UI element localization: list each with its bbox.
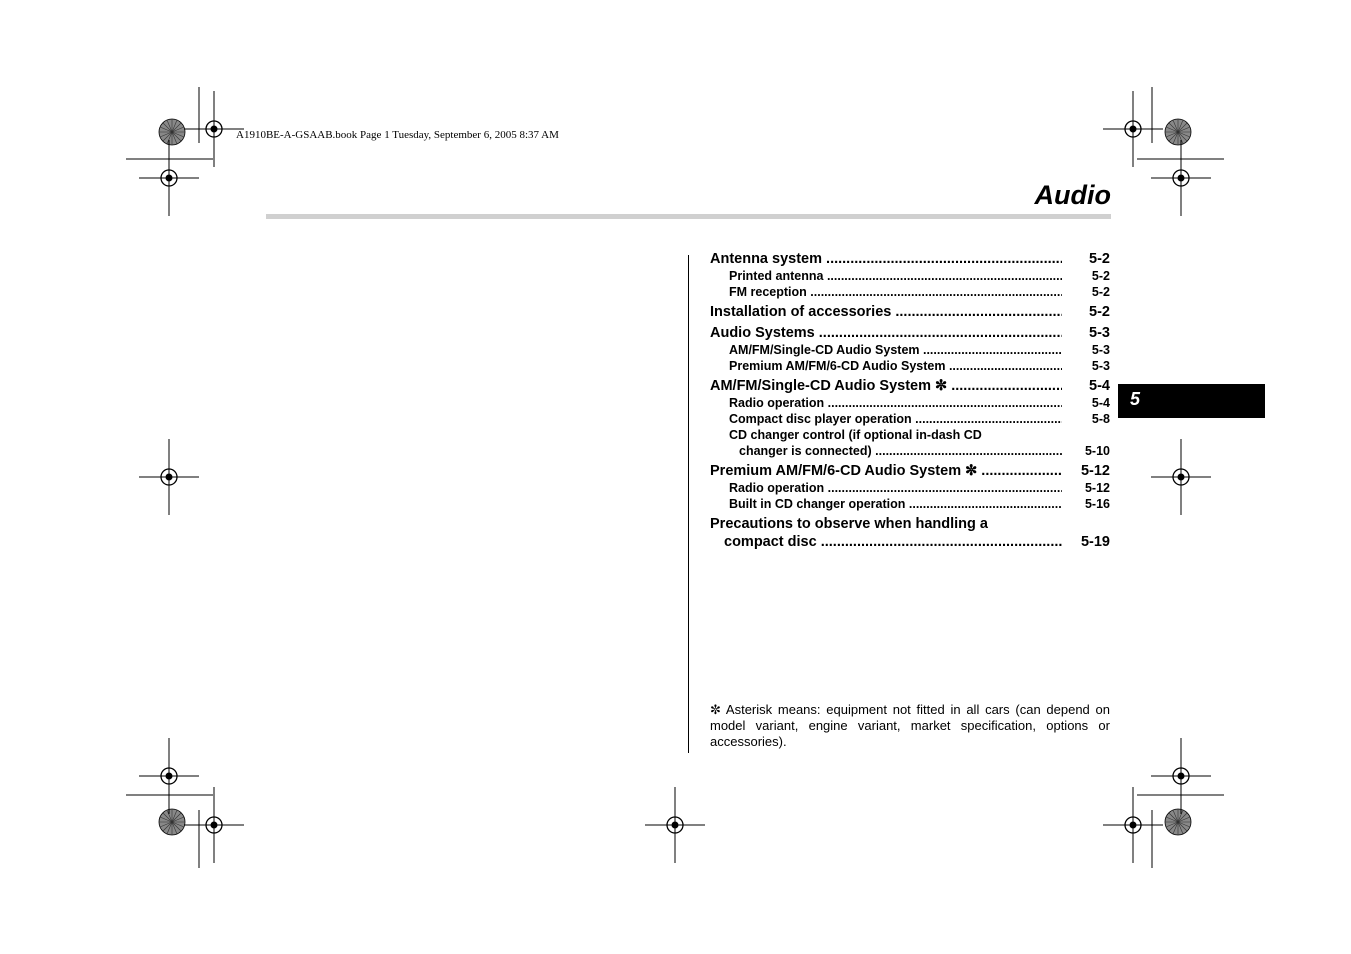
toc-entry-label: Premium AM/FM/6-CD Audio System ..... [729,359,1062,373]
toc-entry[interactable] [710,304,1110,322]
toc-entry-page: 5-12 [1084,481,1110,495]
toc-entry-label: Precautions to observe when handling a [710,516,988,532]
toc-entry-label: changer is connected) ..... [739,444,1062,458]
toc-entry-label: CD changer control (if optional in-dash CD [729,428,982,442]
toc-entry-label: Compact disc player operation ..... [729,412,1062,426]
toc-entry-label: FM reception ..... [729,285,1062,299]
toc-entry-page: 5-3 [1089,325,1110,341]
toc-entry[interactable] [710,325,1110,343]
toc-entry-label: compact disc ..... [724,534,1062,550]
table-of-contents [710,251,1110,552]
toc-entry[interactable] [710,428,1110,444]
chapter-tab [1118,384,1265,418]
toc-entry[interactable] [710,269,1110,285]
toc-entry-label: AM/FM/Single-CD Audio System ✼ ..... [710,378,1062,394]
toc-entry-page: 5-2 [1089,251,1110,267]
toc-entry[interactable] [710,378,1110,396]
toc-entry-page: 5-3 [1091,359,1110,373]
chapter-title: Audio [1034,180,1111,210]
toc-entry-label: Printed antenna ..... [729,269,1062,283]
toc-entry-label: AM/FM/Single-CD Audio System ..... [729,343,1062,357]
toc-entry[interactable] [710,444,1110,460]
toc-entry-label: Radio operation ..... [729,396,1062,410]
toc-entry[interactable] [710,516,1110,534]
toc-entry[interactable] [710,396,1110,412]
toc-entry[interactable] [710,463,1110,481]
toc-entry-label: Built in CD changer operation ..... [729,497,1062,511]
toc-entry[interactable] [710,412,1110,428]
toc-entry[interactable] [710,251,1110,269]
asterisk-footnote: ✼ Asterisk means: equipment not fitted in all cars (can depend on model variant, engine variant, market specification, options or accessories). [710,702,1110,749]
toc-entry-page: 5-12 [1080,463,1110,479]
toc-entry[interactable] [710,481,1110,497]
toc-entry-page: 5-2 [1091,269,1110,283]
toc-entry[interactable] [710,359,1110,375]
toc-entry-page: 5-2 [1091,285,1110,299]
toc-entry-label: Audio Systems ..... [710,325,1062,341]
toc-entry[interactable] [710,497,1110,513]
toc-entry-label: Antenna system ..... [710,251,1062,267]
toc-entry-page: 5-3 [1091,343,1110,357]
toc-entry-page: 5-8 [1091,412,1110,426]
toc-entry-label: Installation of accessories ..... [710,304,1062,320]
column-divider [688,255,689,753]
toc-entry-page: 5-4 [1089,378,1110,394]
toc-entry-label: Radio operation ..... [729,481,1062,495]
chapter-tab-number: 5 [1130,389,1141,409]
toc-entry-page: 5-2 [1089,304,1110,320]
toc-entry[interactable] [710,343,1110,359]
print-info: A1910BE-A-GSAAB.book Page 1 Tuesday, September 6, 2005 8:37 AM [236,129,559,141]
toc-entry[interactable] [710,285,1110,301]
toc-entry[interactable] [710,534,1110,552]
toc-entry-label: Premium AM/FM/6-CD Audio System ✼ ..... [710,463,1062,479]
title-rule [266,214,1111,219]
toc-entry-page: 5-10 [1084,444,1110,458]
toc-entry-page: 5-16 [1084,497,1110,511]
toc-entry-page: 5-19 [1080,534,1110,550]
toc-entry-page: 5-4 [1091,396,1110,410]
